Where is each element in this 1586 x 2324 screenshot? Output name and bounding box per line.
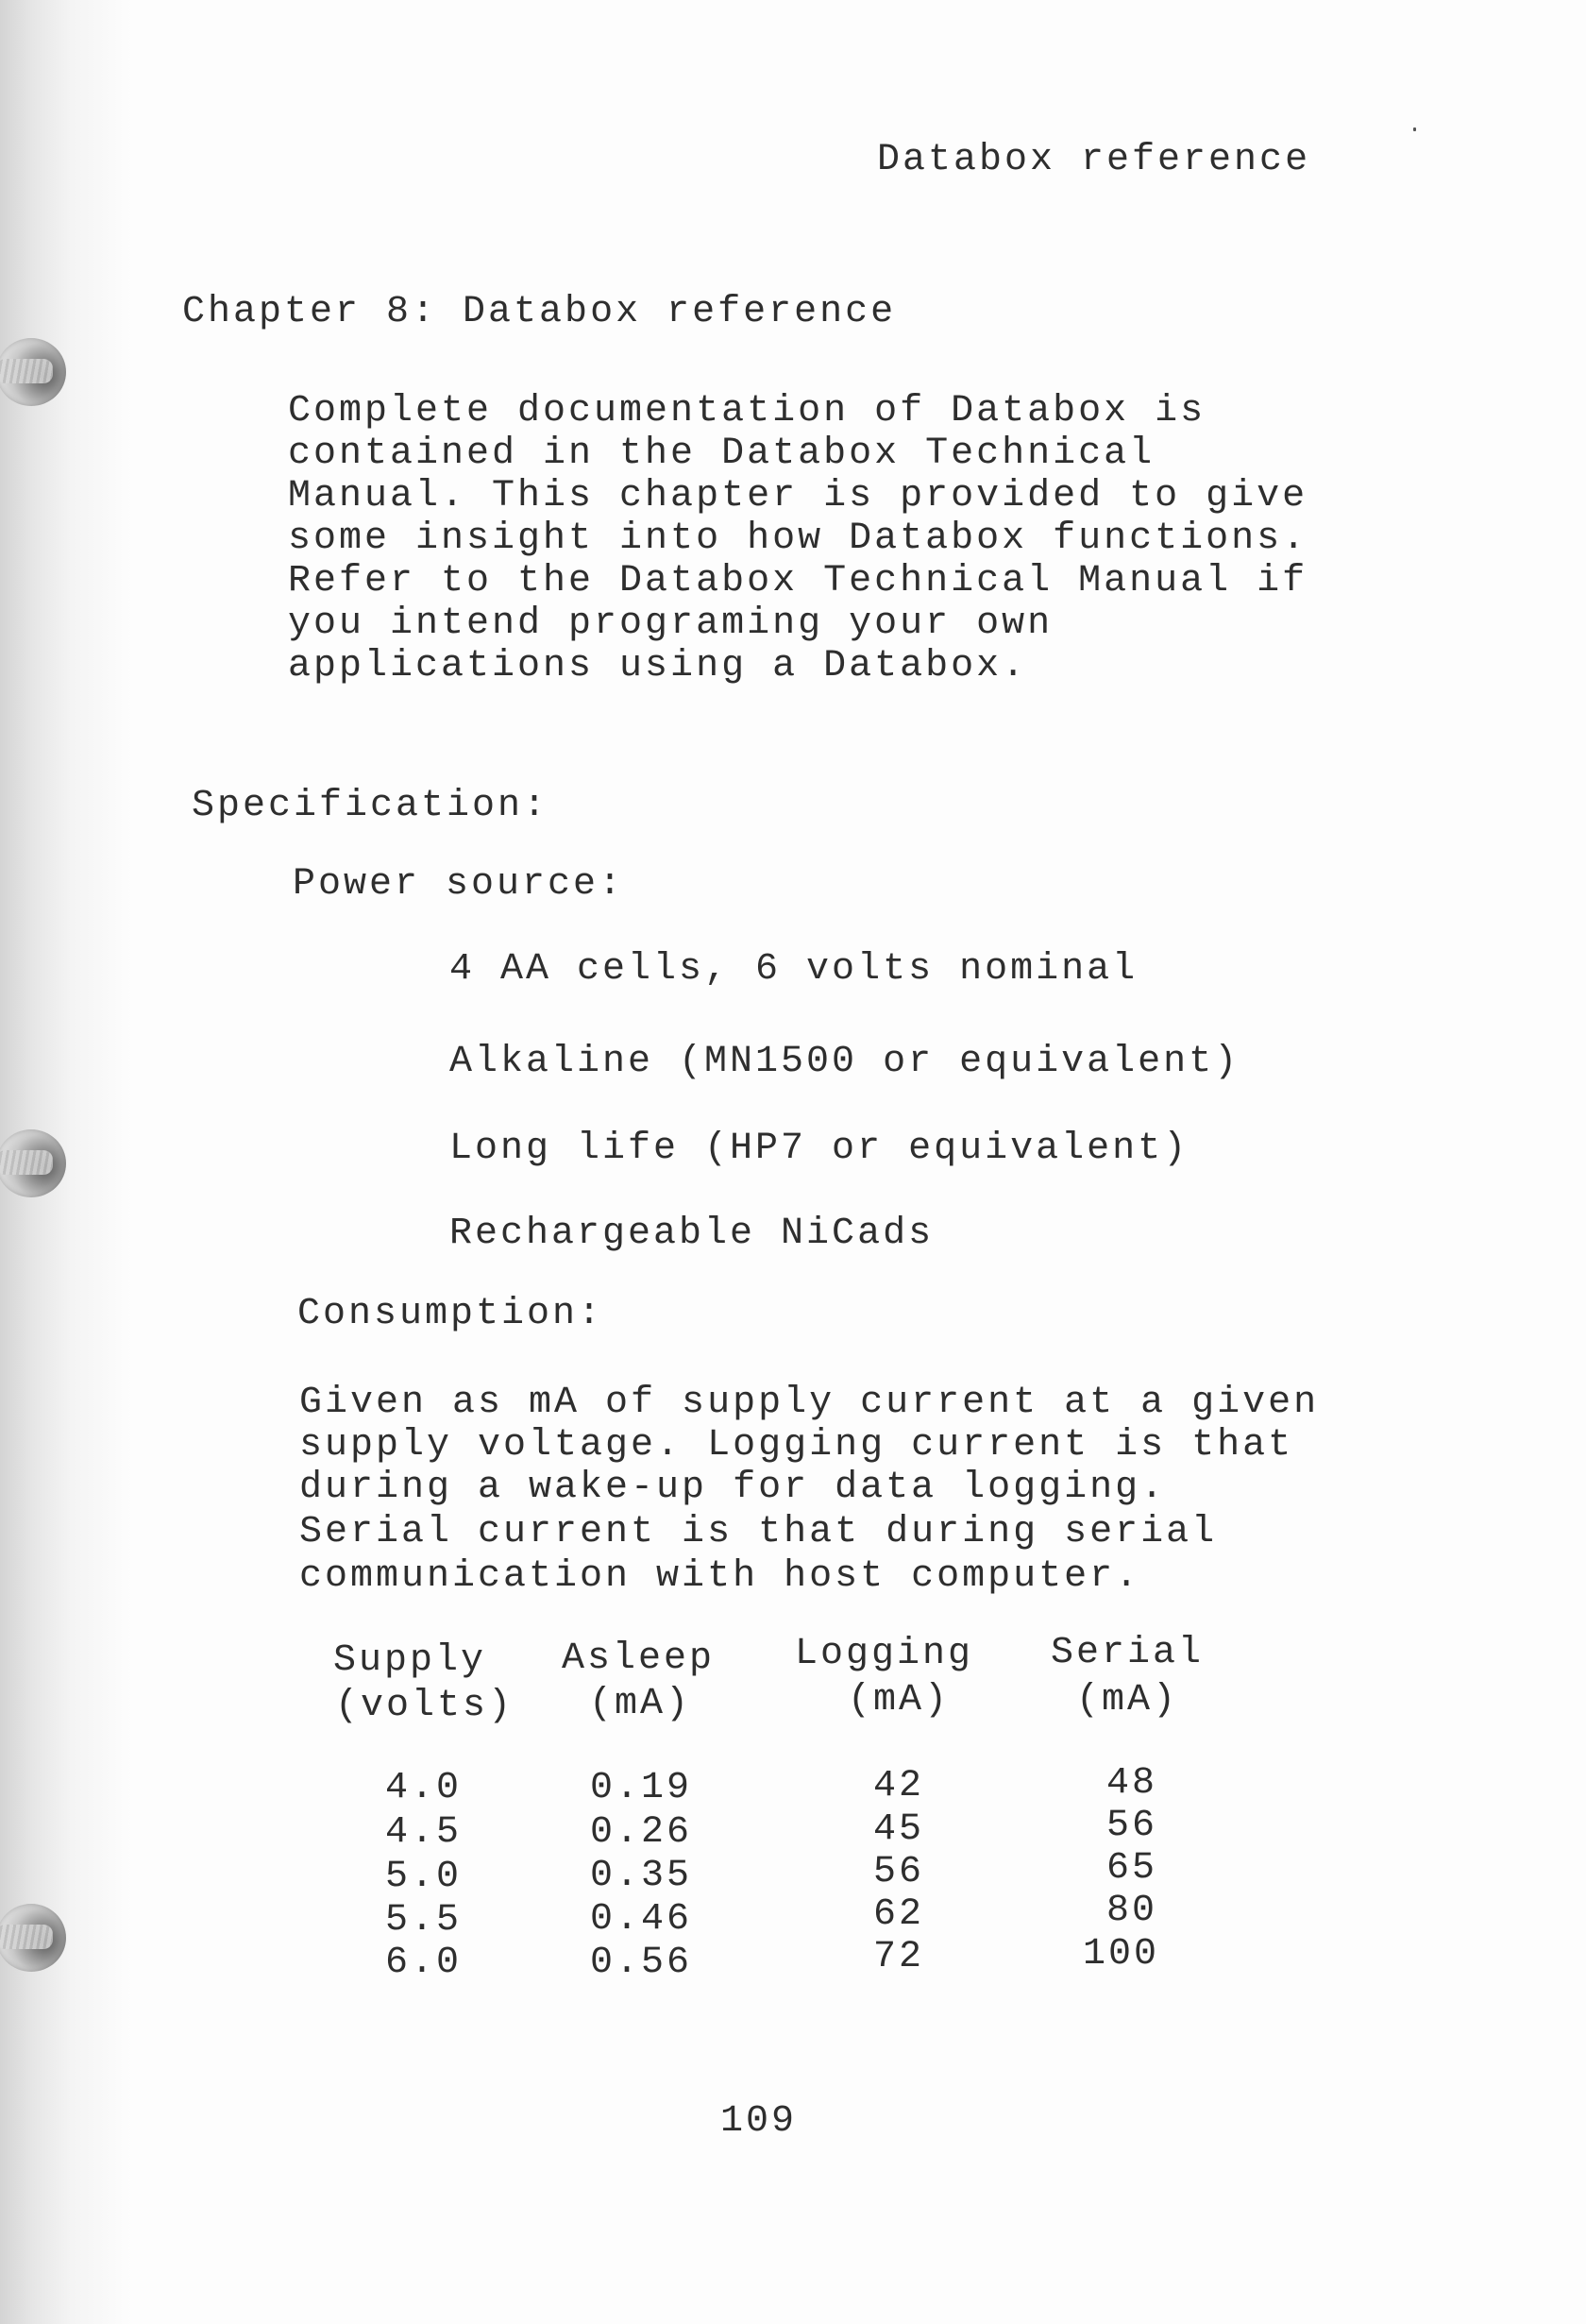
- running-header: Databox reference: [877, 139, 1311, 181]
- cell-logging: 56: [873, 1851, 925, 1893]
- consumption-line: communication with host computer.: [299, 1555, 1141, 1598]
- page-number: 109: [720, 2100, 798, 2143]
- cell-supply: 5.5: [385, 1899, 463, 1942]
- cell-supply: 4.5: [385, 1811, 463, 1854]
- intro-line: you intend programing your own: [288, 602, 1054, 645]
- cell-supply: 5.0: [385, 1856, 463, 1898]
- specification-heading: Specification:: [192, 785, 549, 827]
- cell-serial: 56: [1106, 1805, 1158, 1847]
- cell-asleep: 0.35: [590, 1855, 693, 1897]
- consumption-line: Given as mA of supply current at a given: [299, 1382, 1320, 1424]
- cell-asleep: 0.56: [590, 1942, 693, 1984]
- power-source-item: Long life (HP7 or equivalent): [449, 1128, 1190, 1170]
- cell-serial: 100: [1083, 1933, 1160, 1976]
- intro-line: Refer to the Databox Technical Manual if: [288, 560, 1308, 602]
- cell-serial: 80: [1106, 1890, 1158, 1932]
- power-source-item: Alkaline (MN1500 or equivalent): [449, 1041, 1240, 1083]
- power-source-item: 4 AA cells, 6 volts nominal: [449, 948, 1139, 991]
- header-logging: Logging: [795, 1633, 974, 1675]
- cell-logging: 72: [873, 1936, 925, 1978]
- header-serial-unit: (mA): [1076, 1679, 1179, 1722]
- header-supply: Supply: [333, 1639, 487, 1682]
- power-source-heading: Power source:: [293, 863, 625, 906]
- cell-logging: 62: [873, 1893, 925, 1936]
- intro-line: Complete documentation of Databox is: [288, 390, 1206, 433]
- power-source-item: Rechargeable NiCads: [449, 1213, 935, 1255]
- intro-line: some insight into how Databox functions.: [288, 517, 1308, 560]
- consumption-line: Serial current is that during serial: [299, 1511, 1218, 1553]
- cell-serial: 48: [1106, 1762, 1158, 1805]
- consumption-heading: Consumption:: [297, 1293, 604, 1335]
- cell-asleep: 0.26: [590, 1811, 693, 1854]
- header-logging-unit: (mA): [848, 1679, 951, 1722]
- cell-asleep: 0.19: [590, 1767, 693, 1809]
- cell-logging: 45: [873, 1808, 925, 1851]
- cell-serial: 65: [1106, 1847, 1158, 1890]
- cell-supply: 6.0: [385, 1942, 463, 1984]
- consumption-line: during a wake-up for data logging.: [299, 1467, 1167, 1509]
- intro-line: applications using a Databox.: [288, 645, 1028, 687]
- consumption-line: supply voltage. Logging current is that: [299, 1424, 1294, 1467]
- cell-logging: 42: [873, 1765, 925, 1807]
- header-asleep: Asleep: [562, 1637, 716, 1680]
- intro-line: contained in the Databox Technical: [288, 433, 1156, 475]
- ink-speck: [1413, 127, 1416, 131]
- header-serial: Serial: [1051, 1632, 1205, 1674]
- cell-asleep: 0.46: [590, 1898, 693, 1941]
- chapter-title: Chapter 8: Databox reference: [182, 291, 897, 333]
- cell-supply: 4.0: [385, 1767, 463, 1809]
- header-asleep-unit: (mA): [589, 1683, 692, 1725]
- intro-line: Manual. This chapter is provided to give: [288, 475, 1308, 517]
- header-supply-unit: (volts): [335, 1685, 515, 1727]
